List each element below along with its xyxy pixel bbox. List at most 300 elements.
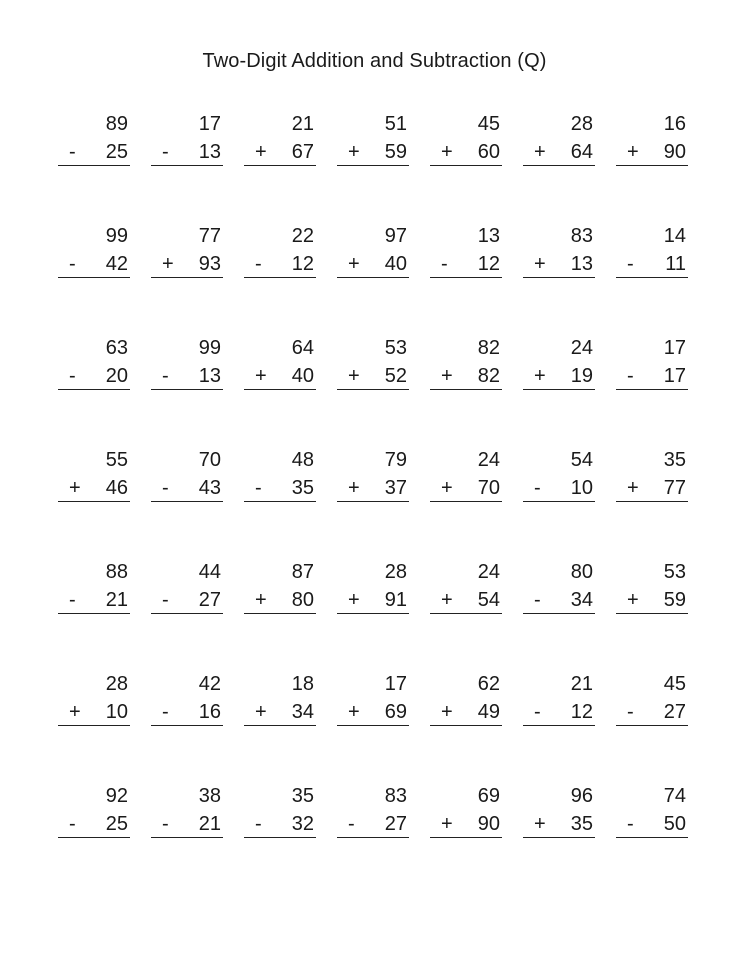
operator-line [523,140,595,164]
arithmetic-problem [244,336,316,396]
operator-line [616,364,688,388]
answer-rule [244,389,316,390]
answer-rule [616,837,688,838]
top-operand: 35 [663,449,686,471]
answer-rule [58,165,130,166]
arithmetic-problem [430,672,502,732]
top-operand: 88 [105,561,128,583]
bottom-operand: 12 [477,253,500,275]
problem-row [58,448,688,560]
operator-sign: + [162,253,174,275]
arithmetic-problem [244,112,316,172]
top-operand: 13 [477,225,500,247]
operator-sign: - [162,365,169,387]
operator-line [244,252,316,276]
answer-rule [430,501,502,502]
operator-line [244,700,316,724]
top-operand: 17 [663,337,686,359]
problem-row [58,224,688,336]
worksheet-title: Two-Digit Addition and Subtraction (Q) [202,50,547,72]
operator-sign: + [348,253,360,275]
operator-sign: + [627,141,639,163]
bottom-operand: 67 [291,141,314,163]
arithmetic-problem [58,224,130,284]
top-operand: 99 [105,225,128,247]
bottom-operand: 35 [570,813,593,835]
arithmetic-problem [244,560,316,620]
problem-row [58,336,688,448]
top-operand: 45 [663,673,686,695]
operator-line [58,812,130,836]
answer-rule [337,389,409,390]
bottom-operand: 34 [570,589,593,611]
operator-sign: + [348,141,360,163]
operator-line [430,700,502,724]
top-operand: 21 [291,113,314,135]
answer-rule [58,837,130,838]
top-operand: 99 [198,337,221,359]
arithmetic-problem [337,560,409,620]
answer-rule [337,613,409,614]
top-operand: 28 [105,673,128,695]
arithmetic-problem [151,224,223,284]
operator-line [523,700,595,724]
top-operand: 82 [477,337,500,359]
arithmetic-problem [523,448,595,508]
operator-line [151,588,223,612]
arithmetic-problem [337,672,409,732]
operator-line [58,700,130,724]
arithmetic-problem [430,448,502,508]
operator-line [430,140,502,164]
answer-rule [58,389,130,390]
answer-rule [616,501,688,502]
bottom-operand: 35 [291,477,314,499]
answer-rule [244,165,316,166]
operator-sign: - [534,589,541,611]
arithmetic-problem [151,784,223,844]
answer-rule [58,277,130,278]
top-operand: 87 [291,561,314,583]
top-operand: 51 [384,113,407,135]
answer-rule [58,501,130,502]
answer-rule [523,725,595,726]
bottom-operand: 27 [198,589,221,611]
answer-rule [58,725,130,726]
arithmetic-problem [430,336,502,396]
top-operand: 44 [198,561,221,583]
answer-rule [244,613,316,614]
bottom-operand: 37 [384,477,407,499]
arithmetic-problem [616,560,688,620]
arithmetic-problem [616,112,688,172]
answer-rule [151,389,223,390]
operator-line [151,252,223,276]
top-operand: 16 [663,113,686,135]
answer-rule [430,277,502,278]
top-operand: 69 [477,785,500,807]
top-operand: 53 [663,561,686,583]
arithmetic-problem [244,784,316,844]
operator-sign: - [69,365,76,387]
answer-rule [616,725,688,726]
operator-line [58,364,130,388]
bottom-operand: 90 [663,141,686,163]
operator-sign: - [162,477,169,499]
arithmetic-problem [616,224,688,284]
operator-line [616,252,688,276]
top-operand: 18 [291,673,314,695]
bottom-operand: 13 [570,253,593,275]
bottom-operand: 64 [570,141,593,163]
operator-sign: - [627,253,634,275]
operator-sign: + [627,477,639,499]
top-operand: 14 [663,225,686,247]
answer-rule [151,165,223,166]
operator-line [523,588,595,612]
operator-line [58,252,130,276]
operator-sign: - [627,813,634,835]
operator-sign: - [255,813,262,835]
arithmetic-problem [58,336,130,396]
arithmetic-problem [58,784,130,844]
top-operand: 54 [570,449,593,471]
top-operand: 48 [291,449,314,471]
bottom-operand: 32 [291,813,314,835]
top-operand: 62 [477,673,500,695]
answer-rule [151,277,223,278]
bottom-operand: 70 [477,477,500,499]
bottom-operand: 21 [105,589,128,611]
bottom-operand: 91 [384,589,407,611]
operator-sign: - [348,813,355,835]
bottom-operand: 10 [570,477,593,499]
arithmetic-problem [337,784,409,844]
answer-rule [151,613,223,614]
problem-row [58,112,688,224]
operator-sign: + [348,477,360,499]
operator-line [337,252,409,276]
top-operand: 63 [105,337,128,359]
answer-rule [244,501,316,502]
answer-rule [151,725,223,726]
arithmetic-problem [151,112,223,172]
answer-rule [430,725,502,726]
bottom-operand: 43 [198,477,221,499]
operator-sign: - [162,701,169,723]
operator-line [151,140,223,164]
bottom-operand: 77 [663,477,686,499]
answer-rule [616,277,688,278]
bottom-operand: 13 [198,365,221,387]
top-operand: 17 [198,113,221,135]
bottom-operand: 11 [665,253,686,275]
answer-rule [430,613,502,614]
arithmetic-problem [616,672,688,732]
arithmetic-problem [430,224,502,284]
operator-line [616,476,688,500]
operator-line [616,588,688,612]
top-operand: 24 [570,337,593,359]
operator-sign: - [627,701,634,723]
top-operand: 55 [105,449,128,471]
arithmetic-problem [151,672,223,732]
operator-sign: + [255,365,267,387]
top-operand: 24 [477,561,500,583]
operator-sign: - [627,365,634,387]
operator-line [523,252,595,276]
bottom-operand: 82 [477,365,500,387]
answer-rule [337,725,409,726]
answer-rule [337,837,409,838]
bottom-operand: 54 [477,589,500,611]
operator-sign: - [441,253,448,275]
answer-rule [523,837,595,838]
operator-line [616,700,688,724]
top-operand: 89 [105,113,128,135]
answer-rule [430,837,502,838]
arithmetic-problem [244,448,316,508]
top-operand: 70 [198,449,221,471]
top-operand: 79 [384,449,407,471]
bottom-operand: 17 [663,365,686,387]
top-operand: 64 [291,337,314,359]
bottom-operand: 25 [105,813,128,835]
bottom-operand: 16 [198,701,221,723]
arithmetic-problem [523,560,595,620]
bottom-operand: 25 [105,141,128,163]
bottom-operand: 34 [291,701,314,723]
problem-row [58,672,688,784]
bottom-operand: 12 [291,253,314,275]
bottom-operand: 42 [105,253,128,275]
top-operand: 24 [477,449,500,471]
bottom-operand: 46 [105,477,128,499]
arithmetic-problem [151,336,223,396]
operator-sign: - [69,141,76,163]
bottom-operand: 80 [291,589,314,611]
bottom-operand: 90 [477,813,500,835]
operator-line [244,588,316,612]
operator-sign: + [348,589,360,611]
answer-rule [616,613,688,614]
answer-rule [430,165,502,166]
operator-line [244,476,316,500]
operator-sign: - [162,141,169,163]
operator-sign: - [534,701,541,723]
top-operand: 21 [570,673,593,695]
answer-rule [523,389,595,390]
operator-sign: - [69,813,76,835]
operator-line [523,364,595,388]
arithmetic-problem [523,784,595,844]
operator-line [244,140,316,164]
arithmetic-problem [337,336,409,396]
operator-sign: + [255,701,267,723]
bottom-operand: 19 [570,365,593,387]
operator-line [616,140,688,164]
bottom-operand: 59 [663,589,686,611]
top-operand: 74 [663,785,686,807]
problem-row [58,784,688,896]
problem-row [58,560,688,672]
top-operand: 53 [384,337,407,359]
operator-sign: - [69,253,76,275]
answer-rule [616,389,688,390]
bottom-operand: 59 [384,141,407,163]
bottom-operand: 20 [105,365,128,387]
operator-sign: + [441,477,453,499]
top-operand: 83 [570,225,593,247]
arithmetic-problem [523,336,595,396]
bottom-operand: 40 [384,253,407,275]
operator-sign: + [69,477,81,499]
operator-line [337,476,409,500]
answer-rule [337,277,409,278]
top-operand: 96 [570,785,593,807]
operator-sign: + [348,365,360,387]
answer-rule [523,613,595,614]
top-operand: 22 [291,225,314,247]
top-operand: 42 [198,673,221,695]
operator-line [337,140,409,164]
arithmetic-problem [337,224,409,284]
arithmetic-problem [523,672,595,732]
operator-line [58,140,130,164]
operator-line [430,812,502,836]
operator-sign: + [627,589,639,611]
operator-sign: - [162,813,169,835]
bottom-operand: 40 [291,365,314,387]
operator-sign: + [441,701,453,723]
arithmetic-problem [151,448,223,508]
operator-sign: + [348,701,360,723]
bottom-operand: 52 [384,365,407,387]
operator-line [337,588,409,612]
top-operand: 28 [570,113,593,135]
arithmetic-problem [337,448,409,508]
operator-sign: + [255,589,267,611]
operator-sign: + [441,141,453,163]
arithmetic-problem [430,784,502,844]
answer-rule [430,389,502,390]
arithmetic-problem [523,224,595,284]
top-operand: 17 [384,673,407,695]
operator-line [616,812,688,836]
operator-line [430,588,502,612]
answer-rule [616,165,688,166]
arithmetic-problem [337,112,409,172]
arithmetic-problem [430,112,502,172]
top-operand: 35 [291,785,314,807]
answer-rule [523,165,595,166]
bottom-operand: 93 [198,253,221,275]
top-operand: 83 [384,785,407,807]
operator-sign: - [162,589,169,611]
bottom-operand: 50 [663,813,686,835]
operator-sign: - [255,477,262,499]
answer-rule [523,277,595,278]
bottom-operand: 60 [477,141,500,163]
operator-sign: - [255,253,262,275]
answer-rule [337,501,409,502]
arithmetic-problem [616,336,688,396]
operator-line [58,476,130,500]
answer-rule [244,277,316,278]
operator-line [151,364,223,388]
arithmetic-problem [616,784,688,844]
top-operand: 28 [384,561,407,583]
operator-line [430,476,502,500]
operator-line [337,364,409,388]
top-operand: 38 [198,785,221,807]
arithmetic-problem [523,112,595,172]
operator-sign: + [441,365,453,387]
bottom-operand: 10 [105,701,128,723]
operator-sign: + [534,813,546,835]
operator-line [151,812,223,836]
arithmetic-problem [430,560,502,620]
answer-rule [151,837,223,838]
top-operand: 97 [384,225,407,247]
operator-sign: - [69,589,76,611]
operator-sign: + [255,141,267,163]
arithmetic-problem [58,448,130,508]
operator-line [430,252,502,276]
answer-rule [58,613,130,614]
bottom-operand: 27 [663,701,686,723]
bottom-operand: 12 [570,701,593,723]
arithmetic-problem [616,448,688,508]
arithmetic-problem [58,560,130,620]
operator-line [58,588,130,612]
bottom-operand: 21 [198,813,221,835]
bottom-operand: 49 [477,701,500,723]
arithmetic-problem [58,672,130,732]
top-operand: 80 [570,561,593,583]
arithmetic-problem [151,560,223,620]
answer-rule [337,165,409,166]
operator-line [244,812,316,836]
operator-sign: + [69,701,81,723]
operator-line [337,700,409,724]
top-operand: 45 [477,113,500,135]
operator-line [151,476,223,500]
bottom-operand: 69 [384,701,407,723]
operator-line [337,812,409,836]
problem-grid [58,112,688,896]
top-operand: 77 [198,225,221,247]
bottom-operand: 27 [384,813,407,835]
operator-sign: + [441,589,453,611]
operator-sign: + [534,141,546,163]
operator-line [430,364,502,388]
arithmetic-problem [244,672,316,732]
bottom-operand: 13 [198,141,221,163]
operator-line [523,476,595,500]
answer-rule [244,837,316,838]
top-operand: 92 [105,785,128,807]
operator-sign: - [534,477,541,499]
arithmetic-problem [244,224,316,284]
answer-rule [523,501,595,502]
answer-rule [151,501,223,502]
operator-line [523,812,595,836]
operator-sign: + [441,813,453,835]
operator-line [244,364,316,388]
operator-sign: + [534,253,546,275]
arithmetic-problem [58,112,130,172]
